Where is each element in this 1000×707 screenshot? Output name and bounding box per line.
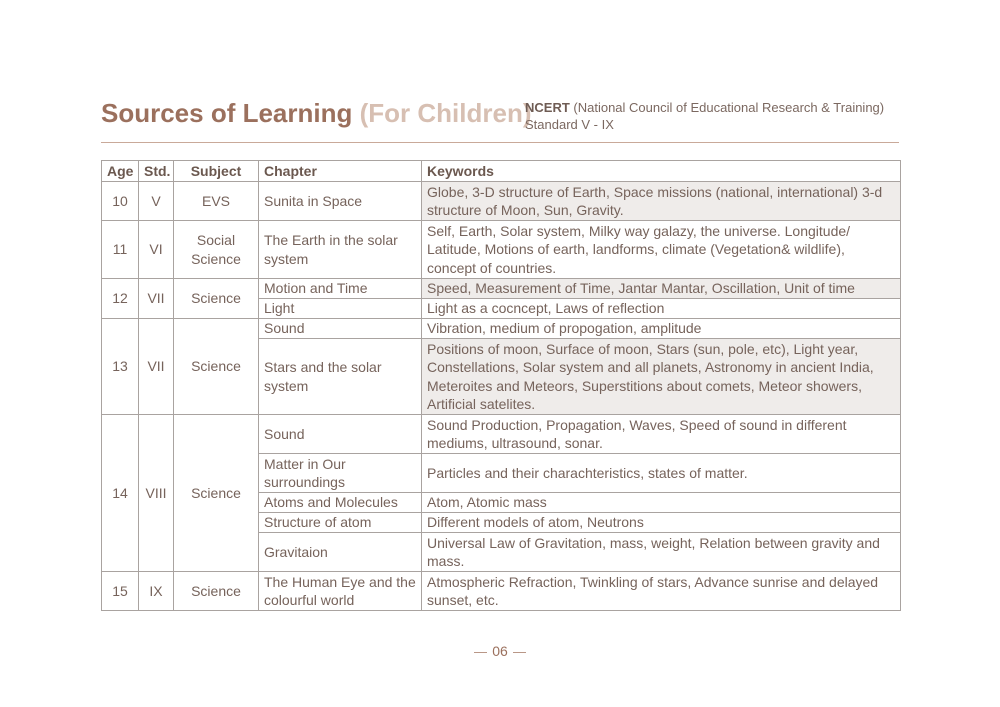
keywords-cell: Globe, 3-D structure of Earth, Space missions (national, international) 3-d structure of Moon, Sun, Gravity. — [422, 182, 901, 221]
age-cell: 14 — [102, 415, 139, 572]
chapter-cell: Matter in Our surroundings — [259, 454, 422, 493]
table-row — [102, 279, 901, 299]
page-number-text: 06 — [492, 643, 508, 659]
chapter-cell: Sunita in Space — [259, 182, 422, 221]
age-cell: 15 — [102, 572, 139, 611]
header-subject: Subject — [174, 161, 259, 182]
keywords-cell: Universal Law of Gravitation, mass, weight, Relation between gravity and mass. — [422, 533, 901, 572]
keywords-cell: Speed, Measurement of Time, Jantar Mantar, Oscillation, Unit of time — [422, 279, 901, 299]
age-cell: 12 — [102, 279, 139, 319]
keywords-cell: Self, Earth, Solar system, Milky way galazy, the universe. Longitude/ Latitude, Motions of earth, landforms, climate (Vegetation& wildlife), concept of countries. — [422, 221, 901, 279]
chapter-cell: Gravitaion — [259, 533, 422, 572]
chapter-cell: Sound — [259, 319, 422, 339]
chapter-cell: The Earth in the solar system — [259, 221, 422, 279]
keywords-cell: Vibration, medium of propogation, amplitude — [422, 319, 901, 339]
age-cell: 11 — [102, 221, 139, 279]
keywords-cell: Atmospheric Refraction, Twinkling of stars, Advance sunrise and delayed sunset, etc. — [422, 572, 901, 611]
std-cell: VIII — [139, 415, 174, 572]
chapter-cell: Atoms and Molecules — [259, 493, 422, 513]
table-row — [102, 182, 901, 221]
keywords-cell: Different models of atom, Neutrons — [422, 513, 901, 533]
page-number — [0, 643, 1000, 659]
chapter-cell: Sound — [259, 415, 422, 454]
header-keywords: Keywords — [422, 161, 901, 182]
keywords-cell: Atom, Atomic mass — [422, 493, 901, 513]
title-subtitle: (For Children) — [359, 98, 532, 128]
keywords-cell: Sound Production, Propagation, Waves, Speed of sound in different mediums, ultrasound, sonar. — [422, 415, 901, 454]
source-description: (National Council of Educational Research & Training) — [569, 100, 885, 115]
chapter-cell: Light — [259, 299, 422, 319]
source-name: NCERT — [525, 100, 570, 115]
age-cell: 13 — [102, 319, 139, 415]
std-cell: VII — [139, 319, 174, 415]
subject-cell: Social Science — [174, 221, 259, 279]
subject-cell: Science — [174, 415, 259, 572]
header-chapter: Chapter — [259, 161, 422, 182]
subject-cell: Science — [174, 319, 259, 415]
page-header — [101, 96, 899, 143]
std-cell: VII — [139, 279, 174, 319]
page-dash-right — [513, 652, 526, 654]
table-header-row — [102, 161, 901, 182]
table-row — [102, 572, 901, 611]
page-dash-left — [474, 652, 487, 654]
age-cell: 10 — [102, 182, 139, 221]
keywords-cell: Light as a cocncept, Laws of reflection — [422, 299, 901, 319]
source-line — [525, 99, 884, 116]
chapter-cell: Motion and Time — [259, 279, 422, 299]
chapter-cell: The Human Eye and the colourful world — [259, 572, 422, 611]
subject-cell: EVS — [174, 182, 259, 221]
source-info — [525, 99, 884, 133]
table-row — [102, 319, 901, 339]
table-row — [102, 221, 901, 279]
keywords-cell: Particles and their charachteristics, states of matter. — [422, 454, 901, 493]
subject-cell: Science — [174, 279, 259, 319]
page-title — [101, 98, 532, 129]
header-age: Age — [102, 161, 139, 182]
std-cell: V — [139, 182, 174, 221]
curriculum-table — [101, 160, 901, 611]
standard-range: Standard V - IX — [525, 117, 614, 132]
chapter-cell: Structure of atom — [259, 513, 422, 533]
title-main: Sources of Learning — [101, 98, 353, 128]
subject-cell: Science — [174, 572, 259, 611]
std-cell: VI — [139, 221, 174, 279]
header-std: Std. — [139, 161, 174, 182]
keywords-cell: Positions of moon, Surface of moon, Stars (sun, pole, etc), Light year, Constellations, Solar system and all planets, Astronomy in ancient India, Meteroites and Meteors, Superstitions about comets, Meteor showers, Artificial satelites. — [422, 339, 901, 415]
table-row — [102, 415, 901, 454]
chapter-cell: Stars and the solar system — [259, 339, 422, 415]
std-cell: IX — [139, 572, 174, 611]
